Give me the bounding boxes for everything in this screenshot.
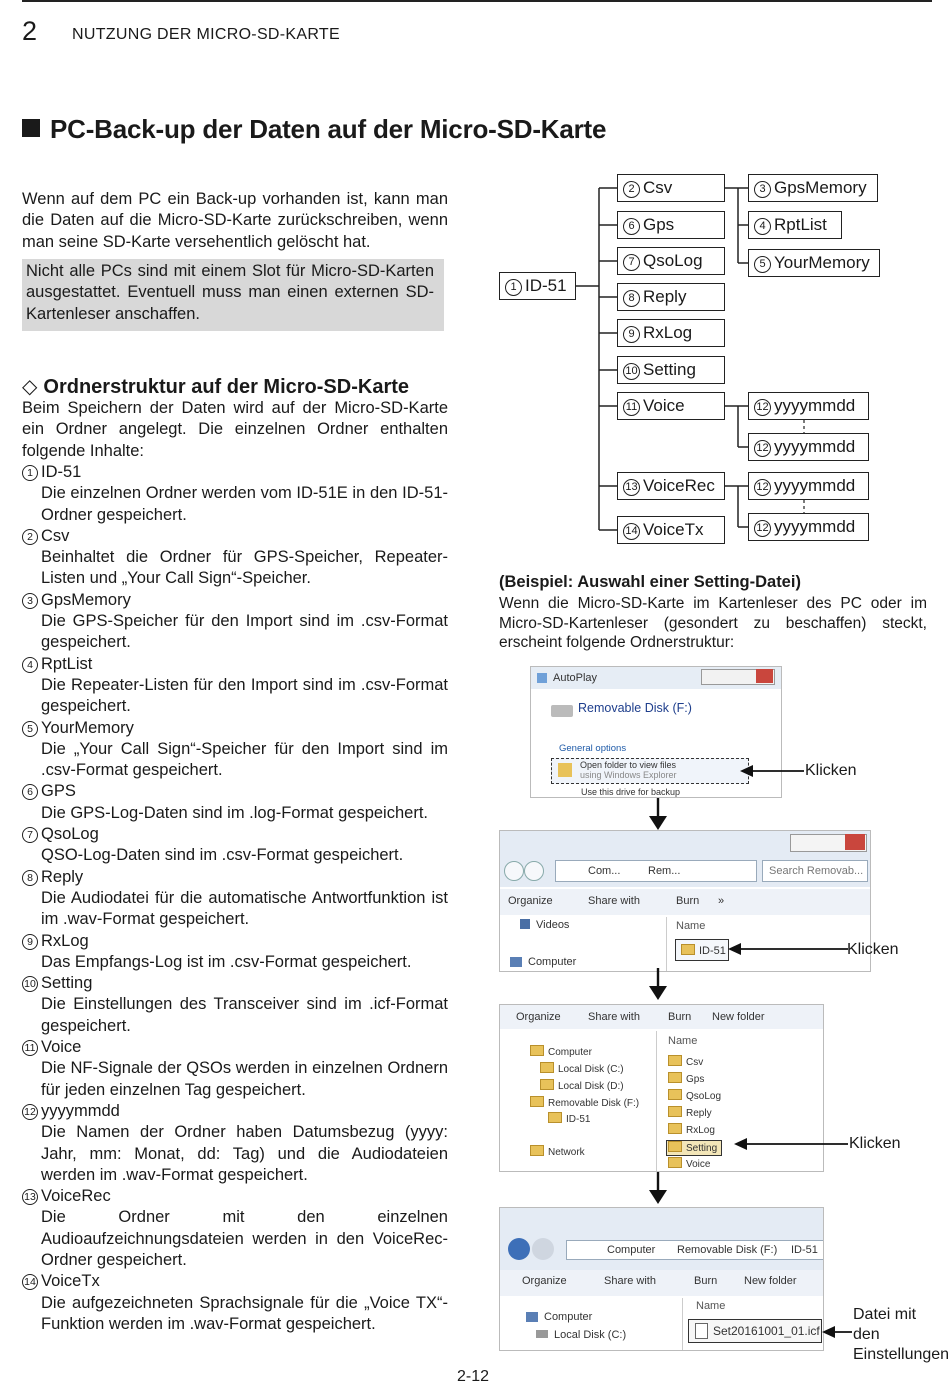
option-text: Open folder to view files: [580, 760, 677, 770]
nav-computer[interactable]: Computer: [544, 1311, 593, 1323]
file-icon: [695, 1323, 708, 1339]
circled-number: 2: [623, 181, 640, 198]
item-name: 13 VoiceRec: [22, 1186, 448, 1207]
share-with-button[interactable]: Share with: [588, 1011, 640, 1023]
folder-rxlog[interactable]: RxLog: [668, 1123, 715, 1136]
circled-number: 2: [22, 529, 38, 545]
item-description: Die NF-Signale der QSOs werden in einzelnen Ordnern für jeden einzelnen Tag gespeichert.: [41, 1059, 448, 1099]
option-subtext: using Windows Explorer: [580, 770, 677, 780]
address-bar[interactable]: [566, 1240, 824, 1260]
circled-number: 4: [22, 657, 38, 673]
tree-root-folder: 1 ID-51: [499, 272, 576, 300]
nav-network[interactable]: Network: [530, 1145, 585, 1158]
forward-button[interactable]: [524, 861, 544, 881]
tree-subfolder: 12 yyyymmdd: [748, 433, 869, 461]
back-button[interactable]: [508, 1238, 530, 1260]
file-name: Set20161001_01.icf: [713, 1324, 820, 1338]
item-name: 2 Csv: [22, 526, 448, 547]
circled-number: 6: [623, 218, 640, 235]
settings-file[interactable]: [688, 1319, 822, 1343]
folder-icon: [558, 763, 572, 777]
disk-icon: [536, 1330, 548, 1338]
name-column-header[interactable]: Name: [668, 1035, 698, 1047]
search-placeholder: Search Removab...: [769, 865, 864, 877]
close-icon[interactable]: [756, 669, 773, 683]
item-description: Beinhaltet die Ordner für GPS-Speicher, Repeater-Listen und „Your Call Sign“-Speicher.: [41, 548, 448, 588]
folder-icon: [530, 1145, 544, 1156]
tree-subfolder: 12 yyyymmdd: [748, 472, 869, 500]
share-with-button[interactable]: Share with: [588, 895, 640, 907]
circled-number: 10: [623, 363, 640, 380]
item-name: 10 Setting: [22, 973, 448, 994]
circled-number: 3: [22, 593, 38, 609]
nav-removable-disk[interactable]: Removable Disk (F:): [530, 1096, 639, 1109]
nav-computer[interactable]: Computer: [528, 956, 577, 968]
tree-folder: 10 Setting: [617, 356, 725, 384]
circled-number: 9: [22, 934, 38, 950]
click-arrow-2: [728, 940, 850, 960]
computer-icon: [526, 1312, 538, 1322]
item-name: 9 RxLog: [22, 931, 448, 952]
burn-button[interactable]: Burn: [676, 895, 700, 907]
circled-number: 3: [754, 181, 771, 198]
circled-number: 12: [754, 520, 771, 537]
page-number: 2-12: [457, 1368, 490, 1385]
circled-number: 10: [22, 976, 38, 992]
folder-icon: [540, 1062, 554, 1073]
folder-icon: [668, 1072, 682, 1083]
click-label-3: Klicken: [849, 1135, 901, 1152]
burn-button[interactable]: Burn: [694, 1275, 718, 1287]
disk-label: Removable Disk (F:): [578, 701, 692, 715]
chapter-title: NUTZUNG DER MICRO-SD-KARTE: [72, 26, 340, 43]
circled-number: 1: [505, 279, 522, 296]
circled-number: 4: [754, 218, 771, 235]
item-description: Die GPS-Log-Daten sind im .log-Format gespeichert.: [41, 803, 428, 822]
folder-item-list: [22, 462, 448, 1335]
item-description: Die Namen der Ordner haben Datumsbezug (yyyy: Jahr, mm: Monat, dd: Tag) und die Audiodateien werden im .wav-Format gespeichert.: [41, 1123, 448, 1184]
click-arrow-3: [734, 1135, 850, 1155]
item-description: Die Repeater-Listen für den Import sind im .csv-Format gespeichert.: [41, 675, 448, 716]
tree-folder: 8 Reply: [617, 283, 725, 311]
down-arrow-3: [647, 1172, 669, 1206]
example-text: Wenn die Micro-SD-Karte im Kartenleser des PC oder im Micro-SD-Kartenleser (gesondert zu beschaffen) steckt, erscheint folgende Ordnerstruktur:: [499, 595, 927, 651]
pane-divider: [666, 917, 667, 971]
folder-icon: [668, 1106, 682, 1117]
click-arrow-1: [740, 762, 810, 782]
breadcrumb-2[interactable]: Rem...: [648, 865, 681, 877]
burn-button[interactable]: Burn: [668, 1011, 692, 1023]
file-label: Datei mit den Einstellungen: [853, 1306, 950, 1363]
folder-icon: [530, 1045, 544, 1056]
breadcrumb-1[interactable]: Computer: [607, 1244, 656, 1256]
folder-icon: [668, 1089, 682, 1100]
breadcrumb-1[interactable]: Com...: [588, 865, 621, 877]
tree-folder: 11 Voice: [617, 392, 725, 420]
circled-number: 12: [22, 1104, 38, 1120]
item-name: 3 GpsMemory: [22, 590, 448, 611]
circled-number: 6: [22, 784, 38, 800]
videos-icon: [520, 919, 530, 929]
tree-subfolder: 12 yyyymmdd: [748, 392, 869, 420]
nav-local-disk[interactable]: Local Disk (C:): [554, 1329, 627, 1341]
circled-number: 11: [22, 1040, 38, 1056]
tree-folder: 13 VoiceRec: [617, 472, 725, 500]
organize-button[interactable]: Organize: [522, 1275, 567, 1287]
autoplay-icon: [537, 673, 547, 683]
item-name: 14 VoiceTx: [22, 1271, 448, 1292]
tree-subfolder: 5 YourMemory: [748, 249, 880, 277]
share-with-button[interactable]: Share with: [604, 1275, 656, 1287]
item-description: Die Audiodatei für die automatische Antwortfunktion ist im .wav-Format gespeichert.: [41, 888, 448, 929]
circled-number: 14: [623, 523, 640, 540]
item-name: 11 Voice: [22, 1037, 448, 1058]
name-column-header[interactable]: Name: [696, 1300, 726, 1312]
circled-number: 8: [623, 290, 640, 307]
tree-folder: 14 VoiceTx: [617, 516, 725, 544]
circled-number: 5: [754, 256, 771, 273]
organize-button[interactable]: Organize: [508, 895, 553, 907]
item-description: QSO-Log-Daten sind im .csv-Format gespeichert.: [41, 846, 404, 865]
item-name: 8 Reply: [22, 867, 448, 888]
item-name: 4 RptList: [22, 654, 448, 675]
folder-qsolog[interactable]: QsoLog: [668, 1089, 721, 1102]
new-folder-button[interactable]: New folder: [712, 1011, 765, 1023]
id51-folder[interactable]: [675, 939, 729, 961]
circled-number: 7: [22, 827, 38, 843]
more-button[interactable]: »: [718, 895, 725, 907]
section-title: PC-Back-up der Daten auf der Micro-SD-Karte: [22, 114, 606, 145]
pane-divider: [656, 1031, 657, 1171]
circled-number: 12: [754, 399, 771, 416]
folder-csv[interactable]: Csv: [668, 1055, 703, 1068]
tree-folder: 7 QsoLog: [617, 247, 725, 275]
nav-local-disk-d[interactable]: Local Disk (D:): [540, 1079, 624, 1092]
breadcrumb-3[interactable]: ID-51: [791, 1244, 818, 1256]
folder-voice[interactable]: Voice: [668, 1157, 710, 1170]
item-description: Die GPS-Speicher für den Import sind im .csv-Format gespeichert.: [41, 612, 448, 652]
intro-paragraph: Wenn auf dem PC ein Back-up vorhanden ist, kann man die Daten auf die Micro-SD-Karte zurückschreiben, wenn man seine SD-Karte versehentlich gelöscht hat.: [22, 190, 448, 251]
folder-icon: [540, 1079, 554, 1090]
item-description: Die einzelnen Ordner werden vom ID-51E in den ID-51-Ordner gespeichert.: [41, 484, 448, 524]
down-arrow-1: [647, 798, 669, 832]
nav-videos[interactable]: Videos: [536, 919, 570, 931]
item-description: Die aufgezeichneten Sprachsignale für die „Voice TX“-Funktion werden im .wav-Format gespeichert.: [41, 1293, 448, 1333]
chapter-number: 2: [22, 16, 38, 46]
circled-number: 13: [22, 1189, 38, 1205]
folder-icon: [668, 1157, 682, 1168]
pane-divider: [682, 1298, 683, 1350]
breadcrumb-2[interactable]: Removable Disk (F:): [677, 1244, 778, 1256]
search-input[interactable]: [762, 860, 868, 882]
tree-folder: 9 RxLog: [617, 319, 725, 347]
circled-number: 11: [623, 399, 640, 416]
item-description: Die Einstellungen des Transceiver sind im .icf-Format gespeichert.: [41, 995, 448, 1035]
circled-number: 13: [623, 479, 640, 496]
item-name: 12 yyyymmdd: [22, 1101, 448, 1122]
example-title: (Beispiel: Auswahl einer Setting-Datei): [499, 573, 801, 591]
name-column-header[interactable]: Name: [676, 920, 706, 932]
file-arrow: [822, 1323, 854, 1343]
item-description: Die „Your Call Sign“-Speicher für den Import sind im .csv-Format gespeichert.: [41, 739, 448, 780]
subsection-title: ◇ Ordnerstruktur auf der Micro-SD-Karte: [22, 376, 410, 398]
subsection-description: Beim Speichern der Daten wird auf der Micro-SD-Karte ein Ordner angelegt. Die einzelnen Ordner enthalten folgende Inhalte:: [22, 399, 448, 460]
folder-gps[interactable]: Gps: [668, 1072, 704, 1085]
folder-icon: [548, 1112, 562, 1123]
folder-icon: [530, 1096, 544, 1107]
item-name: 1 ID-51: [22, 462, 448, 483]
item-name: 7 QsoLog: [22, 824, 448, 845]
folder-icon: [668, 1055, 682, 1066]
item-name: 6 GPS: [22, 781, 448, 802]
forward-button[interactable]: [532, 1238, 554, 1260]
backup-option[interactable]: Use this drive for backup: [581, 787, 681, 797]
nav-id51[interactable]: ID-51: [548, 1112, 590, 1125]
circled-number: 12: [754, 479, 771, 496]
circled-number: 7: [623, 254, 640, 271]
circled-number: 5: [22, 721, 38, 737]
address-bar[interactable]: [555, 860, 757, 882]
folder-name: ID-51: [699, 945, 726, 957]
tree-folder: 2 Csv: [617, 174, 725, 202]
tree-folder: 6 Gps: [617, 211, 725, 239]
note-box: Nicht alle PCs sind mit einem Slot für Micro-SD-Karten ausgestattet. Eventuell muss man einen externen SD-Kartenleser anschaffen.: [22, 259, 444, 331]
item-description: Das Empfangs-Log ist im .csv-Format gespeichert.: [41, 952, 412, 971]
open-folder-option[interactable]: [551, 758, 749, 784]
folder-icon: [681, 944, 695, 955]
folder-reply[interactable]: Reply: [668, 1106, 712, 1119]
item-name: 5 YourMemory: [22, 718, 448, 739]
circled-number: 9: [623, 326, 640, 343]
circled-number: 12: [754, 440, 771, 457]
circled-number: 14: [22, 1274, 38, 1290]
down-arrow-2: [647, 968, 669, 1002]
window-title: AutoPlay: [553, 672, 598, 684]
tree-subfolder: 12 yyyymmdd: [748, 513, 869, 541]
tree-subfolder: 3 GpsMemory: [748, 174, 878, 202]
nav-local-disk-c[interactable]: Local Disk (C:): [540, 1062, 624, 1075]
new-folder-button[interactable]: New folder: [744, 1275, 797, 1287]
circled-number: 8: [22, 870, 38, 886]
click-label-2: Klicken: [847, 941, 899, 958]
folder-icon: [668, 1141, 682, 1152]
back-button[interactable]: [504, 861, 524, 881]
explorer-window-3: [499, 1207, 824, 1351]
nav-computer[interactable]: Computer: [530, 1045, 592, 1058]
close-icon[interactable]: [845, 834, 865, 850]
folder-icon: [668, 1123, 682, 1134]
item-description: Die Ordner mit den einzelnen Audioaufzeichnungsdateien werden in den VoiceRec-Ordner gespeichert.: [41, 1208, 448, 1269]
computer-icon: [510, 957, 522, 967]
removable-disk-icon: [551, 705, 573, 717]
folder-setting[interactable]: Setting: [666, 1140, 722, 1156]
circled-number: 1: [22, 465, 38, 481]
click-label-1: Klicken: [805, 762, 857, 779]
tree-subfolder: 4 RptList: [748, 211, 842, 239]
diamond-icon: ◇: [22, 376, 38, 398]
organize-button[interactable]: Organize: [516, 1011, 561, 1023]
options-group-label: General options: [559, 743, 627, 754]
